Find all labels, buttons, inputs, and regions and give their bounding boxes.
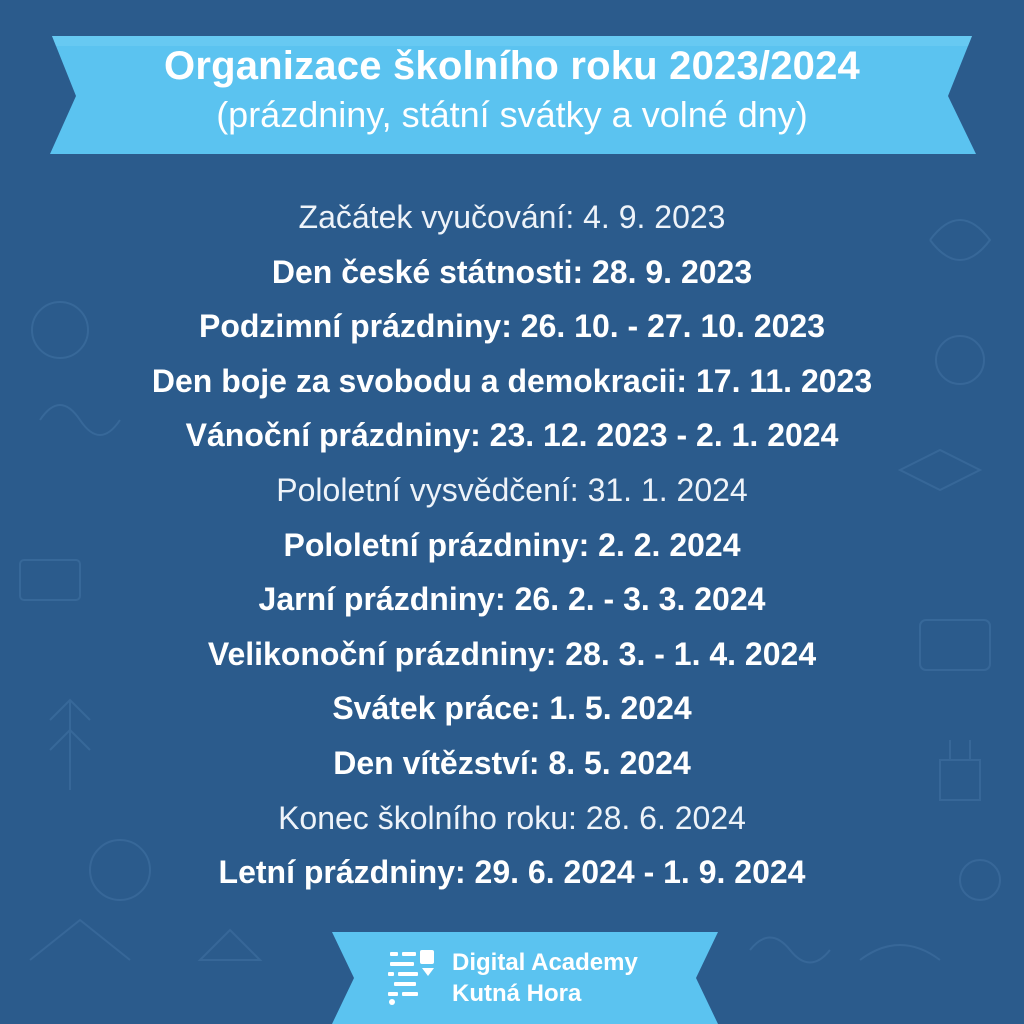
- list-item: Konec školního roku: 28. 6. 2024: [278, 799, 746, 836]
- list-item: Pololetní prázdniny: 2. 2. 2024: [283, 526, 741, 563]
- list-item: Pololetní vysvědčení: 31. 1. 2024: [276, 471, 748, 508]
- list-item: Podzimní prázdniny: 26. 10. - 27. 10. 2023: [198, 308, 825, 345]
- schedule-list: [0, 190, 1024, 900]
- footer-brand-line1: Digital Academy: [452, 949, 638, 976]
- footer-brand: [452, 947, 638, 1009]
- list-item: Začátek vyučování: 4. 9. 2023: [298, 199, 726, 235]
- footer-brand-line2: Kutná Hora: [452, 980, 582, 1007]
- page-title: Organizace školního roku 2023/2024: [164, 44, 860, 88]
- list-item: Vánoční prázdniny: 23. 12. 2023 - 2. 1. 2024: [185, 417, 839, 454]
- page-subtitle: (prázdniny, státní svátky a volné dny): [216, 94, 808, 135]
- list-item: Den české státnosti: 28. 9. 2023: [271, 253, 753, 290]
- list-item: Velikonoční prázdniny: 28. 3. - 1. 4. 2024: [207, 635, 817, 672]
- list-item: Jarní prázdniny: 26. 2. - 3. 3. 2024: [258, 581, 766, 618]
- header: [0, 40, 1024, 138]
- digital-academy-logo-icon: [386, 950, 438, 1006]
- list-item: Den boje za svobodu a demokracii: 17. 11. 2023: [151, 362, 873, 399]
- list-item: Letní prázdniny: 29. 6. 2024 - 1. 9. 2024: [218, 854, 806, 891]
- list-item: Svátek práce: 1. 5. 2024: [332, 690, 692, 727]
- list-item: Den vítězství: 8. 5. 2024: [333, 744, 691, 781]
